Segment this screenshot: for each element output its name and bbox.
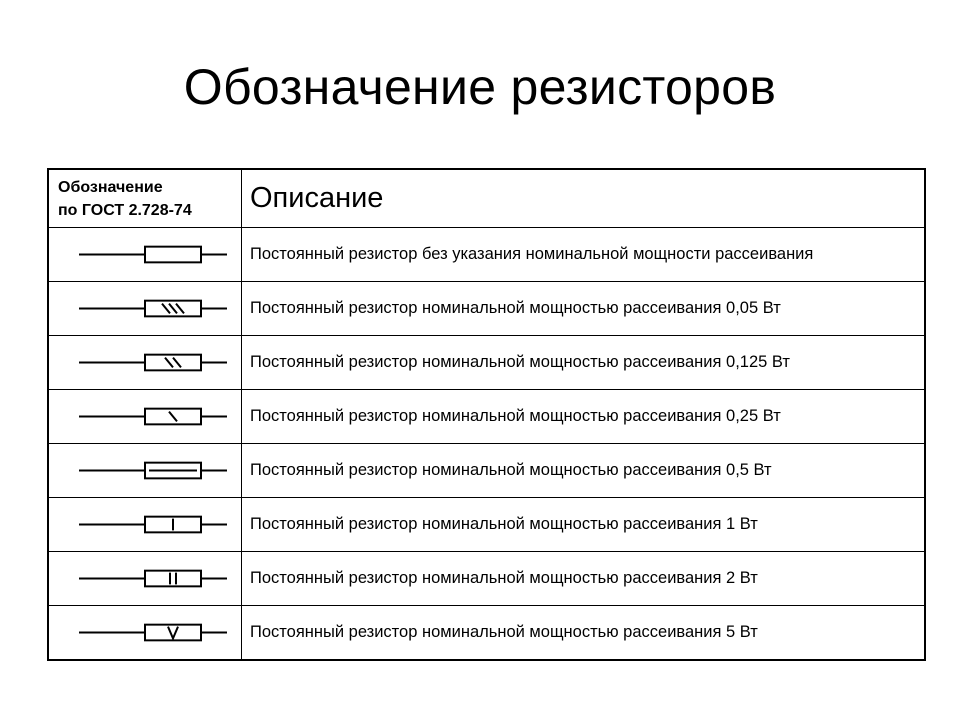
header-symbol-cell [48,169,242,228]
resistor-symbol-cell [48,336,242,390]
resistor-symbol-icon [49,606,232,659]
table-row [48,444,925,498]
resistor-symbol-icon [49,282,232,335]
description-cell: Постоянный резистор номинальной мощностью рассеивания 0,25 Вт [242,390,926,444]
table-row [48,282,925,336]
resistor-symbol-icon [49,336,232,389]
table-row [48,498,925,552]
description-cell: Постоянный резистор номинальной мощностью рассеивания 5 Вт [242,606,926,661]
resistor-symbol-cell [48,228,242,282]
description-cell: Постоянный резистор без указания номинальной мощности рассеивания [242,228,926,282]
resistor-symbol-cell [48,390,242,444]
header-symbol-line-2: по ГОСТ 2.728-74 [58,201,192,219]
resistor-symbol-cell [48,282,242,336]
table-row [48,606,925,661]
table-header-row [48,169,925,228]
resistor-symbol-icon [49,228,232,281]
resistor-symbol-icon [49,552,232,605]
description-cell: Постоянный резистор номинальной мощностью рассеивания 2 Вт [242,552,926,606]
resistor-symbol-cell [48,498,242,552]
table-row [48,390,925,444]
resistor-symbol-cell [48,552,242,606]
slide-title: Обозначение резисторов [183,59,777,115]
resistor-symbol-cell [48,606,242,661]
resistor-symbols-table [47,168,926,661]
resistor-symbol-icon [49,444,232,497]
table-row [48,336,925,390]
table-row [48,552,925,606]
resistor-symbol-icon [49,498,232,551]
description-cell: Постоянный резистор номинальной мощностью рассеивания 0,5 Вт [242,444,926,498]
description-cell: Постоянный резистор номинальной мощностью рассеивания 0,125 Вт [242,336,926,390]
header-symbol-line-1: Обозначение [58,178,163,196]
resistor-symbol-cell [48,444,242,498]
description-cell: Постоянный резистор номинальной мощностью рассеивания 1 Вт [242,498,926,552]
table-row [48,228,925,282]
header-description-cell: Описание [242,169,926,228]
resistor-symbol-icon [49,390,232,443]
description-cell: Постоянный резистор номинальной мощностью рассеивания 0,05 Вт [242,282,926,336]
